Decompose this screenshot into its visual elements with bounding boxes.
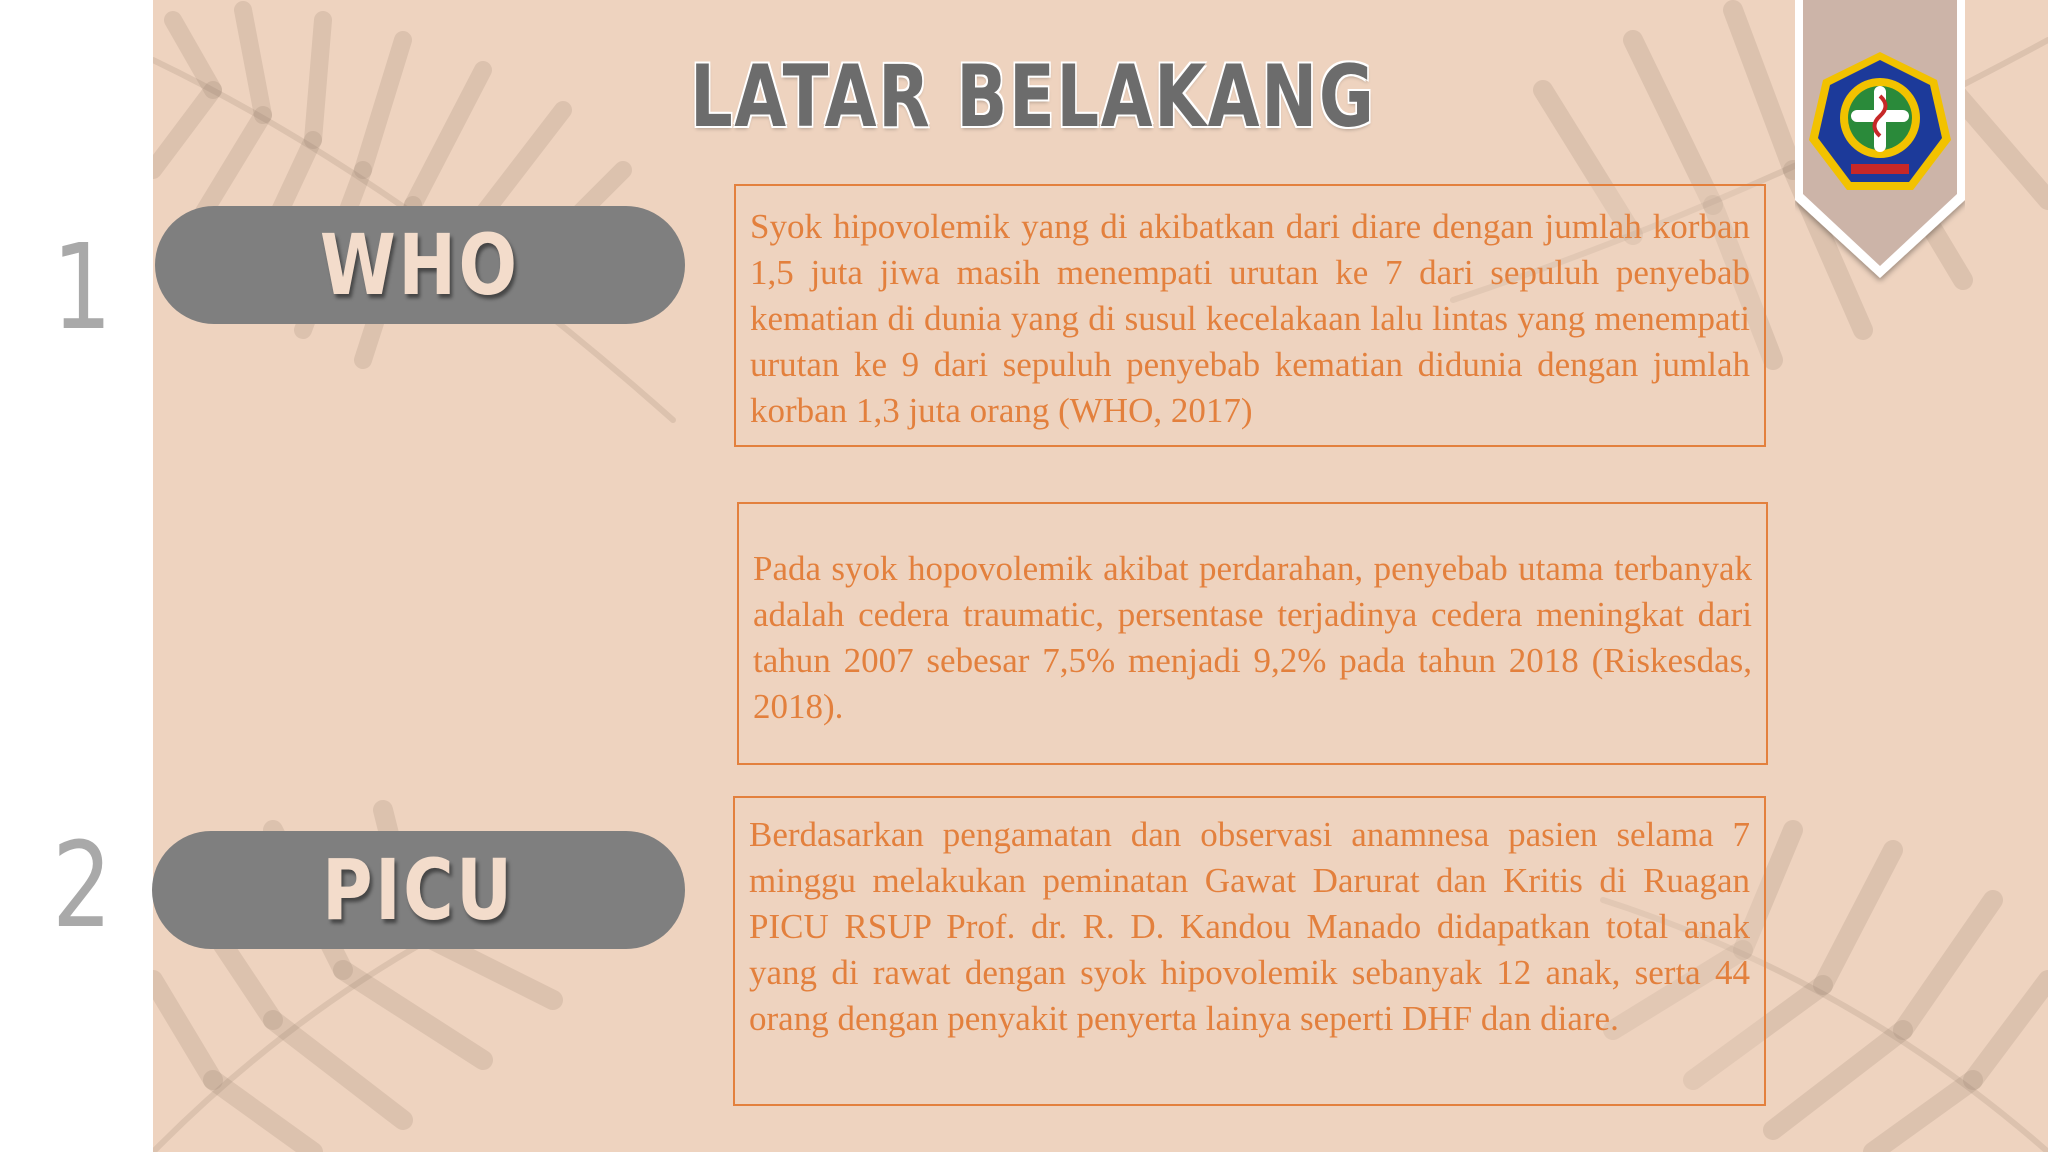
section-number-2: 2	[52, 816, 113, 954]
section-label-picu	[152, 831, 685, 949]
slide-title: LATAR BELAKANG	[690, 47, 1376, 147]
section-number-1: 1	[52, 218, 113, 356]
who-paragraph-1: Syok hipovolemik yang di akibatkan dari diare dengan jumlah korban 1,5 juta jiwa masih menempati urutan ke 7 dari sepuluh penyebab kematian di dunia yang di susul kecelakaan lalu lintas yang menempati urutan ke 9 dari sepuluh penyebab kematian didunia dengan jumlah korban 1,3 juta orang (WHO, 2017)	[734, 184, 1766, 447]
section-label-text: PICU	[322, 841, 515, 939]
who-paragraph-2: Pada syok hopovolemik akibat perdarahan, penyebab utama terbanyak adalah cedera traumatic, persentase terjadinya cedera meningkat dari tahun 2007 sebesar 7,5% menjadi 9,2% pada tahun 2018 (Riskesdas, 2018).	[737, 502, 1768, 765]
picu-paragraph: Berdasarkan pengamatan dan observasi anamnesa pasien selama 7 minggu melakukan peminatan Gawat Darurat dan Kritis di Ruagan PICU RSUP Prof. dr. R. D. Kandou Manado didapatkan total anak yang di rawat dengan syok hipovolemik sebanyak 12 anak, serta 44 orang dengan penyakit penyerta lainya seperti DHF dan diare.	[733, 796, 1766, 1106]
section-label-text: WHO	[320, 216, 520, 314]
logo-badge	[1795, 0, 1965, 285]
poltekkes-logo-icon	[1795, 0, 1965, 285]
section-label-who	[155, 206, 685, 324]
